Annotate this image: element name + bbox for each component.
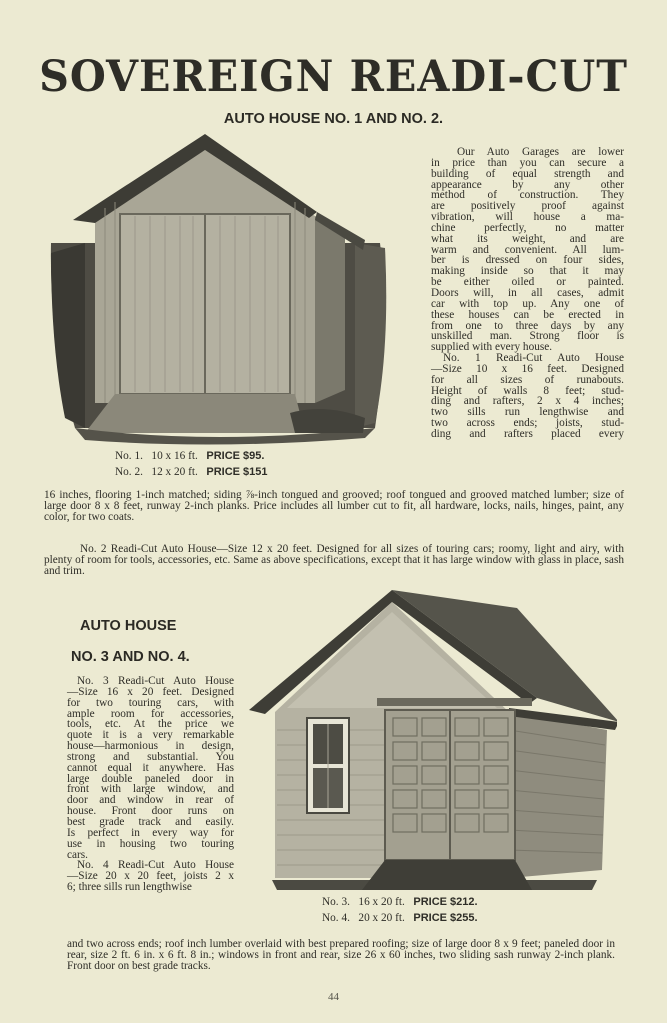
text-line: two across ends; joists, stud- xyxy=(431,417,624,430)
text-line: —Size 20 x 20 feet, joists 2 x xyxy=(67,870,234,883)
text-line: Height of walls 8 feet; stud- xyxy=(431,384,624,397)
text-line: ding and rafters placed every xyxy=(431,427,624,440)
text-line: house. Front door runs on xyxy=(67,805,234,818)
text-line: ample room for accessories, xyxy=(67,707,234,720)
text-line: what its weight, and are xyxy=(431,232,624,245)
text-line: 6; three sills run lengthwise xyxy=(67,881,192,894)
section2-heading-line2: NO. 3 AND NO. 4. xyxy=(71,649,190,665)
caption-price: PRICE $151 xyxy=(206,466,268,478)
text-line: vibration, will house a ma- xyxy=(431,211,624,224)
text-line: are positively proof against xyxy=(431,200,624,213)
text-line: tools, etc. At the price we xyxy=(67,718,234,731)
section2-side-text xyxy=(67,676,234,893)
page-number: 44 xyxy=(328,991,339,1003)
text-line: two sills run lengthwise and xyxy=(431,406,624,419)
text-line: building of equal strength and xyxy=(431,167,624,180)
text-line: front with large window, and xyxy=(67,783,234,796)
text-line: from one to three days by any xyxy=(431,319,624,332)
text-line: appearance by any other xyxy=(431,178,624,191)
text-line: best grade track and easily. xyxy=(67,815,234,828)
section2-heading-line1: AUTO HOUSE xyxy=(80,618,177,634)
text-line: be either oiled or painted. xyxy=(431,276,624,289)
text-line: chine perfectly, no matter xyxy=(431,221,624,234)
section1-paragraph-1: 16 inches, flooring 1-inch matched; siding ⅞-inch tongued and grooved; roof tongued and grooved matched lumber; size of large door 8 x 8 feet, runway 2-inch planks. Price includes all lumber cut to fit, all hardware, locks, nails, hinges, paint, any color, for two coats. xyxy=(44,489,624,523)
text-line: making inside so that it may xyxy=(431,265,624,278)
text-line: Doors will, in all cases, admit xyxy=(431,286,624,299)
text-line: quote it is a very remarkable xyxy=(67,729,234,742)
caption-price: PRICE $212. xyxy=(413,896,478,908)
auto-house-no-3-illustration xyxy=(247,590,617,895)
text-line: car with top up. Any one of xyxy=(431,297,624,310)
caption-label: No. 3. xyxy=(322,896,350,908)
text-line: unskilled man. Strong floor is xyxy=(431,330,624,343)
page-title: SOVEREIGN READI-CUT xyxy=(39,52,628,102)
text-line: for two touring cars, with xyxy=(67,696,234,709)
caption-no-2 xyxy=(115,466,268,478)
text-line: for all sizes of runabouts. xyxy=(431,373,624,386)
caption-no-4 xyxy=(322,912,478,924)
text-line: Our Auto Garages are lower xyxy=(457,146,624,158)
text-line: use in housing two touring xyxy=(67,837,234,850)
section1-paragraph-2: No. 2 Readi-Cut Auto House—Size 12 x 20 feet. Designed for all sizes of touring cars; roomy, light and airy, with plenty of room for tools, accessories, etc. Same as above specifications, except that it has large window with glass in place, sash and trim. xyxy=(44,543,624,577)
text-line: strong and substantial. You xyxy=(67,750,234,763)
text-line: —Size 10 x 16 feet. Designed xyxy=(431,362,624,375)
caption-price: PRICE $95. xyxy=(206,450,265,462)
caption-no-1 xyxy=(115,450,264,462)
text-line: in price than you can secure a xyxy=(431,156,624,169)
caption-size: 16 x 20 ft. xyxy=(358,896,405,908)
caption-size: 10 x 16 ft. xyxy=(151,450,198,462)
caption-no-3 xyxy=(322,896,478,908)
section2-paragraph: and two across ends; roof inch lumber overlaid with best prepared roofing; size of large door 8 x 9 feet; paneled door in rear, size 2 ft. 6 in. x 6 ft. 8 in.; windows in front and rear, size 26 x 60 inches, two sliding sash runway 2-inch plank. Front door on best grade tracks. xyxy=(67,938,615,972)
text-line: No. 3 Readi-Cut Auto House xyxy=(77,675,234,687)
text-line: large double paneled door in xyxy=(67,772,234,785)
text-line: door and window in rear of xyxy=(67,794,234,807)
section-subtitle: AUTO HOUSE NO. 1 AND NO. 2. xyxy=(223,111,444,127)
text-line: ding and rafters, 2 x 4 inches; xyxy=(431,395,624,408)
caption-label: No. 1. xyxy=(115,450,143,462)
caption-price: PRICE $255. xyxy=(413,912,478,924)
text-line: warm and convenient. All lum- xyxy=(431,243,624,256)
caption-label: No. 4. xyxy=(322,912,350,924)
text-line: ber is dressed on four sides, xyxy=(431,254,624,267)
text-line: house—harmonious in design, xyxy=(67,740,234,753)
text-line: No. 4 Readi-Cut Auto House xyxy=(77,859,234,872)
caption-size: 12 x 20 ft. xyxy=(151,466,198,478)
caption-size: 20 x 20 ft. xyxy=(358,912,405,924)
text-line: these houses can be erected in xyxy=(431,308,624,321)
text-line: No. 1 Readi-Cut Auto House xyxy=(443,352,624,365)
text-line: —Size 16 x 20 feet. Designed xyxy=(67,685,234,698)
text-line: cars. xyxy=(67,848,89,861)
auto-house-no-1-photo xyxy=(45,128,390,448)
caption-label: No. 2. xyxy=(115,466,143,478)
section1-side-text xyxy=(431,147,624,440)
text-line: method of construction. They xyxy=(431,189,624,202)
text-line: Is perfect in every way for xyxy=(67,826,234,839)
text-line: supplied with every house. xyxy=(431,341,553,354)
text-line: cannot equal it anywhere. Has xyxy=(67,761,234,774)
